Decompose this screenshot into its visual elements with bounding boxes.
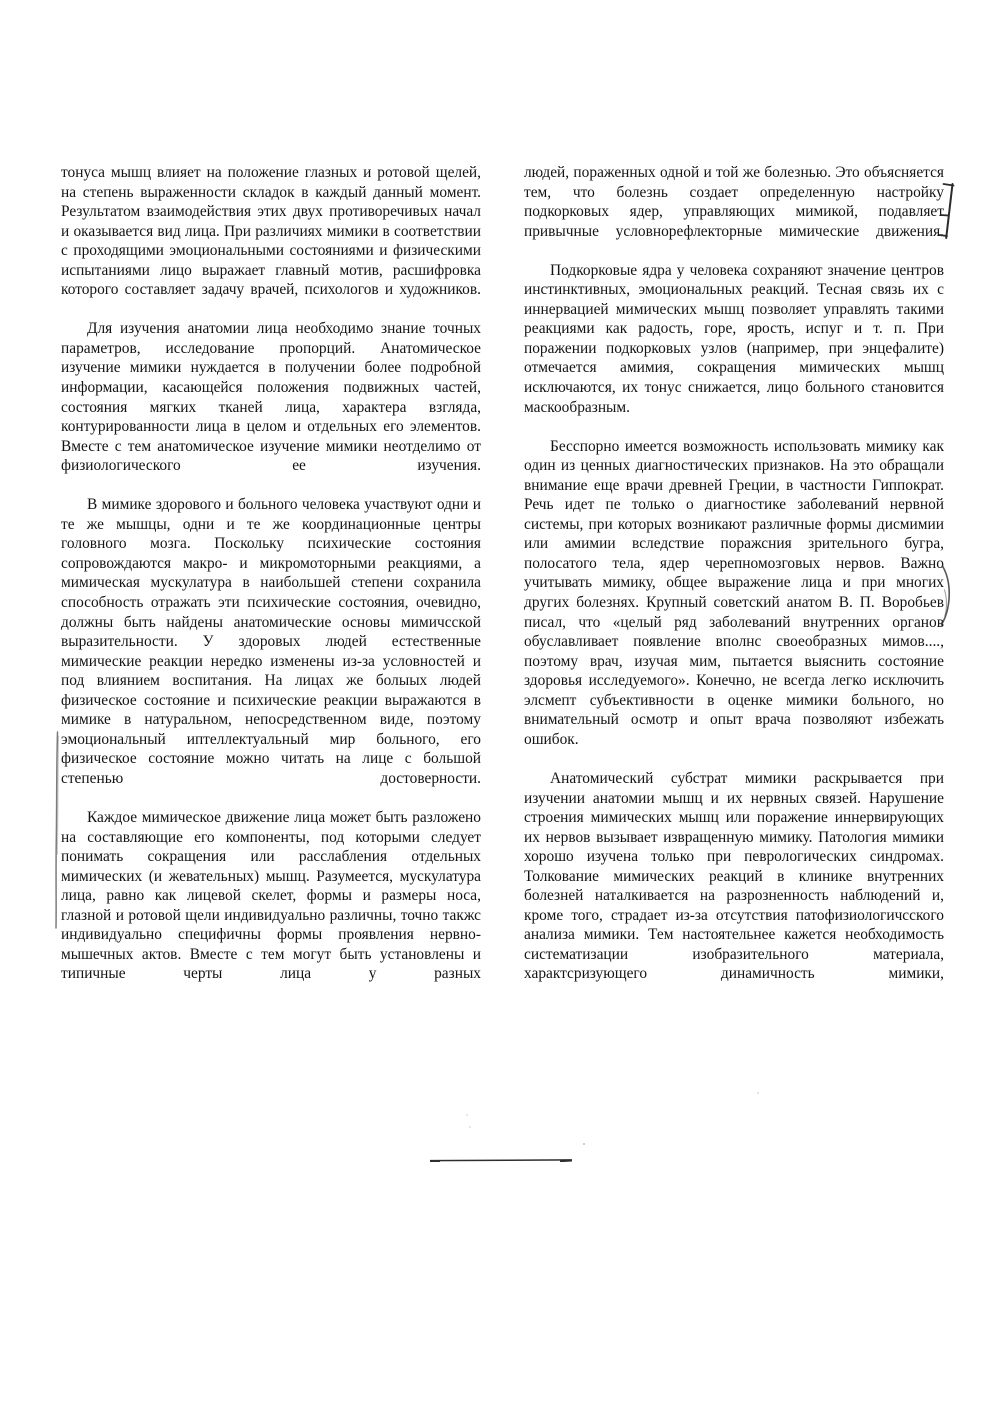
paragraph: людей, пораженных одной и той же болезнью. Это объясняется тем, что болезнь создает определенную настройку подкорковых ядер, управляющих мимикой, подавляет привычные условнорефлекторные мимические движения. [524,164,944,240]
paragraph: Каждое мимическое движение лица может быть разложено на составляющие его компоненты, под которыми следует понимать сокращения или расслабления отдельных мимических (и жевательных) мышц. Разумеется, мускулатура лица, равно как лицевой скелет, формы и размеры носа, глазной и ротовой щели индивидуально различны, точно такжс индивидуально специфичны формы проявления нервно-мышечных актов. Вместе с тем могут быть установлены и типичные черты лица у разных [61,809,481,983]
right-text-column [524,163,944,1004]
paragraph: Для изучения анатомии лица необходимо знание точных параметров, исследование пропорций. Анатомическое изучение мимики нуждается в получении более подробной информации, касающейся положения подвижных частей, состояния мягких тканей лица, характера взгляда, контурированности лица в целом и отдельных его элементов. Вместе с тем анатомическое изучение мимики неотделимо от физиологического ее изучения. [61,320,481,475]
paragraph: В мимике здорового и больного человека участвуют одни и те же мышцы, одни и те же координационные центры головного мозга. Поскольку психические состояния сопровождаются макро- и микромоторными реакциями, а мимическая мускулатура в наибольшей степени сохранила способность отражать эти психические состояния, очевидно, должны быть найдены анатомические основы мимичсской выразительности. У здоровых людей естественные мимические реакции нередко изменены из-за условностей и под влиянием воспитания. На лицах же болыых людей физическое состояние и психические реакции выражаются в мимике в натуральном, непосредственном виде, поэтому эмоциональный иптеллектуальный мир больного, его физическое состояние можно читать на лице с большой степенью достоверности. [61,496,481,787]
paragraph: тонуса мышц влияет на положение глазных и ротовой щелей, на степень выраженности складок в каждый данный момент. Результатом взаимодействия этих двух противоречивых начал и оказывается вид лица. При различиях мимики в соответствии с проходящими эмоциональными состояниями и физическими испытаниями лицо выражает главный мотив, расшифровка которого составляет задачу врачей, психологов и художников. [61,164,481,299]
left-text-column [61,163,481,1004]
horizontal-rule [430,1159,572,1162]
paragraph: Подкорковые ядра у человека сохраняют значение центров инстинктивных, эмоциональных реакций. Тесная связь их с иннервацией мимических мышц позволяет управлять такими реакциями как радость, горе, ярость, испуг и т. п. При поражении подкорковых узлов (например, при энцефалите) отмечается амимия, сокращения мимических мышц исключаются, их тонус снижается, лицо больного становится маскообразным. [524,261,944,416]
paragraph: Анатомический субстрат мимики раскрывается при изучении анатомии мышц и их нервных связей. Нарушение строения мимических мышц или поражение иннервирующих их нервов вызывает извращенную мимику. Патология мимики хорошо изучена только при певрологических синдромах. Толкование мимических реакций в клинике внутренних болезней наталкивается на разрозненность наблюдений и, кроме того, страдает из-за отсутствия патофизиологичсского анализа мимики. Тем настоятельнее кажется необходимость систематизации изобразительного материала, характсризующего динамичность мимики, [524,769,944,983]
paragraph: Бесспорно имеется возможность использовать мимику как один из ценных диагностических признаков. На это обращали внимание еще врачи древней Греции, в частности Гиппократ. Речь идет пе только о диагностике заболеваний нервной системы, при которых возникают различные формы дисмимии или амимии вследствие поражсния зрительного бугра, полосатого тела, ядер черепномозговых нервов. Важно учитывать мимику, общее выражение лица и при многих других болезнях. Крупный советский анатом В. П. Воробьев писал, что «целый ряд заболеваний внутренних органов обуславливает появление вполнс своеобразных мимов...., поэтому врач, изучая мим, пытается выяснить состояние здоровья исследуемого». Конечно, не всегда легко исключить элсмепт субъективности в оценке мимики больного, но внимательный осмотр и опыт врача позволяют избежать ошибок. [524,437,944,748]
